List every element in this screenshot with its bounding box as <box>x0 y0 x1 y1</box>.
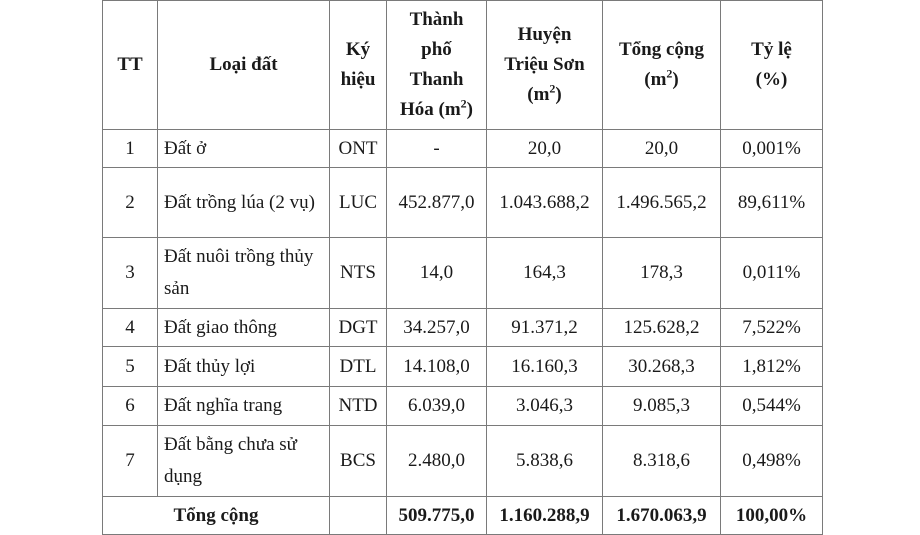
cell-code: DTL <box>330 347 387 387</box>
header-district-tail: ) <box>555 84 562 105</box>
cell-code: NTS <box>330 238 387 309</box>
cell-district: 91.371,2 <box>487 309 603 347</box>
total-total: 1.670.063,9 <box>603 497 721 535</box>
header-percent-line1: Tỷ lệ <box>751 39 792 60</box>
table-row <box>103 347 823 387</box>
cell-land-type: Đất thủy lợi <box>158 347 330 387</box>
cell-tt: 6 <box>103 387 158 426</box>
cell-percent: 0,011% <box>721 238 823 309</box>
cell-land-type: Đất trồng lúa (2 vụ) <box>158 168 330 238</box>
header-district-line1: Huyện <box>517 24 572 45</box>
cell-city: 34.257,0 <box>387 309 487 347</box>
header-total-sup: 2 <box>666 66 673 81</box>
cell-district: 5.838,6 <box>487 426 603 497</box>
cell-tt: 7 <box>103 426 158 497</box>
cell-land-type: Đất bằng chưa sử dụng <box>158 426 330 497</box>
cell-percent: 7,522% <box>721 309 823 347</box>
cell-percent: 0,544% <box>721 387 823 426</box>
table-total-row <box>103 497 823 535</box>
cell-percent: 0,498% <box>721 426 823 497</box>
header-city-sup: 2 <box>460 96 467 111</box>
cell-land-type: Đất giao thông <box>158 309 330 347</box>
cell-code: LUC <box>330 168 387 238</box>
cell-percent: 1,812% <box>721 347 823 387</box>
cell-percent: 89,611% <box>721 168 823 238</box>
cell-total: 125.628,2 <box>603 309 721 347</box>
cell-percent: 0,001% <box>721 130 823 168</box>
table-row <box>103 387 823 426</box>
table-row <box>103 309 823 347</box>
header-city <box>387 1 487 130</box>
cell-total: 9.085,3 <box>603 387 721 426</box>
table-row <box>103 130 823 168</box>
cell-district: 16.160,3 <box>487 347 603 387</box>
header-code <box>330 1 387 130</box>
cell-city: 14.108,0 <box>387 347 487 387</box>
header-city-line3: Thanh <box>409 69 464 90</box>
table-row <box>103 426 823 497</box>
header-total <box>603 1 721 130</box>
total-district: 1.160.288,9 <box>487 497 603 535</box>
cell-code: ONT <box>330 130 387 168</box>
table-row <box>103 168 823 238</box>
cell-code: BCS <box>330 426 387 497</box>
header-city-line2: phố <box>421 39 452 60</box>
total-percent: 100,00% <box>721 497 823 535</box>
cell-total: 30.268,3 <box>603 347 721 387</box>
header-total-tail: ) <box>672 69 679 90</box>
cell-district: 20,0 <box>487 130 603 168</box>
cell-tt: 1 <box>103 130 158 168</box>
total-code <box>330 497 387 535</box>
header-land-type: Loại đất <box>158 1 330 130</box>
cell-city: 14,0 <box>387 238 487 309</box>
cell-code: NTD <box>330 387 387 426</box>
cell-city: 452.877,0 <box>387 168 487 238</box>
cell-district: 1.043.688,2 <box>487 168 603 238</box>
cell-total: 1.496.565,2 <box>603 168 721 238</box>
header-city-line4: Hóa (m <box>399 99 461 120</box>
cell-code: DGT <box>330 309 387 347</box>
header-city-line1: Thành <box>409 9 464 30</box>
header-district-sup: 2 <box>549 81 556 96</box>
cell-tt: 2 <box>103 168 158 238</box>
cell-total: 8.318,6 <box>603 426 721 497</box>
cell-city: 2.480,0 <box>387 426 487 497</box>
header-code-line1: Ký <box>345 39 371 60</box>
cell-total: 20,0 <box>603 130 721 168</box>
header-percent-line2: (%) <box>755 69 788 90</box>
header-district <box>487 1 603 130</box>
cell-land-type: Đất nuôi trồng thủy sản <box>158 238 330 309</box>
header-district-line3: (m <box>527 84 550 105</box>
cell-district: 3.046,3 <box>487 387 603 426</box>
header-total-line2: (m <box>644 69 667 90</box>
table-header-row <box>103 1 823 130</box>
total-label: Tổng cộng <box>103 497 330 535</box>
cell-tt: 5 <box>103 347 158 387</box>
cell-district: 164,3 <box>487 238 603 309</box>
cell-city: 6.039,0 <box>387 387 487 426</box>
cell-tt: 4 <box>103 309 158 347</box>
header-city-tail: ) <box>466 99 473 120</box>
cell-tt: 3 <box>103 238 158 309</box>
land-use-table <box>102 0 823 535</box>
total-city: 509.775,0 <box>387 497 487 535</box>
header-code-line2: hiệu <box>340 69 376 90</box>
table-row <box>103 238 823 309</box>
header-tt: TT <box>103 1 158 130</box>
header-percent <box>721 1 823 130</box>
cell-land-type: Đất ở <box>158 130 330 168</box>
cell-city: - <box>387 130 487 168</box>
header-total-line1: Tổng cộng <box>619 39 704 60</box>
header-district-line2: Triệu Sơn <box>504 54 585 75</box>
cell-land-type: Đất nghĩa trang <box>158 387 330 426</box>
cell-total: 178,3 <box>603 238 721 309</box>
